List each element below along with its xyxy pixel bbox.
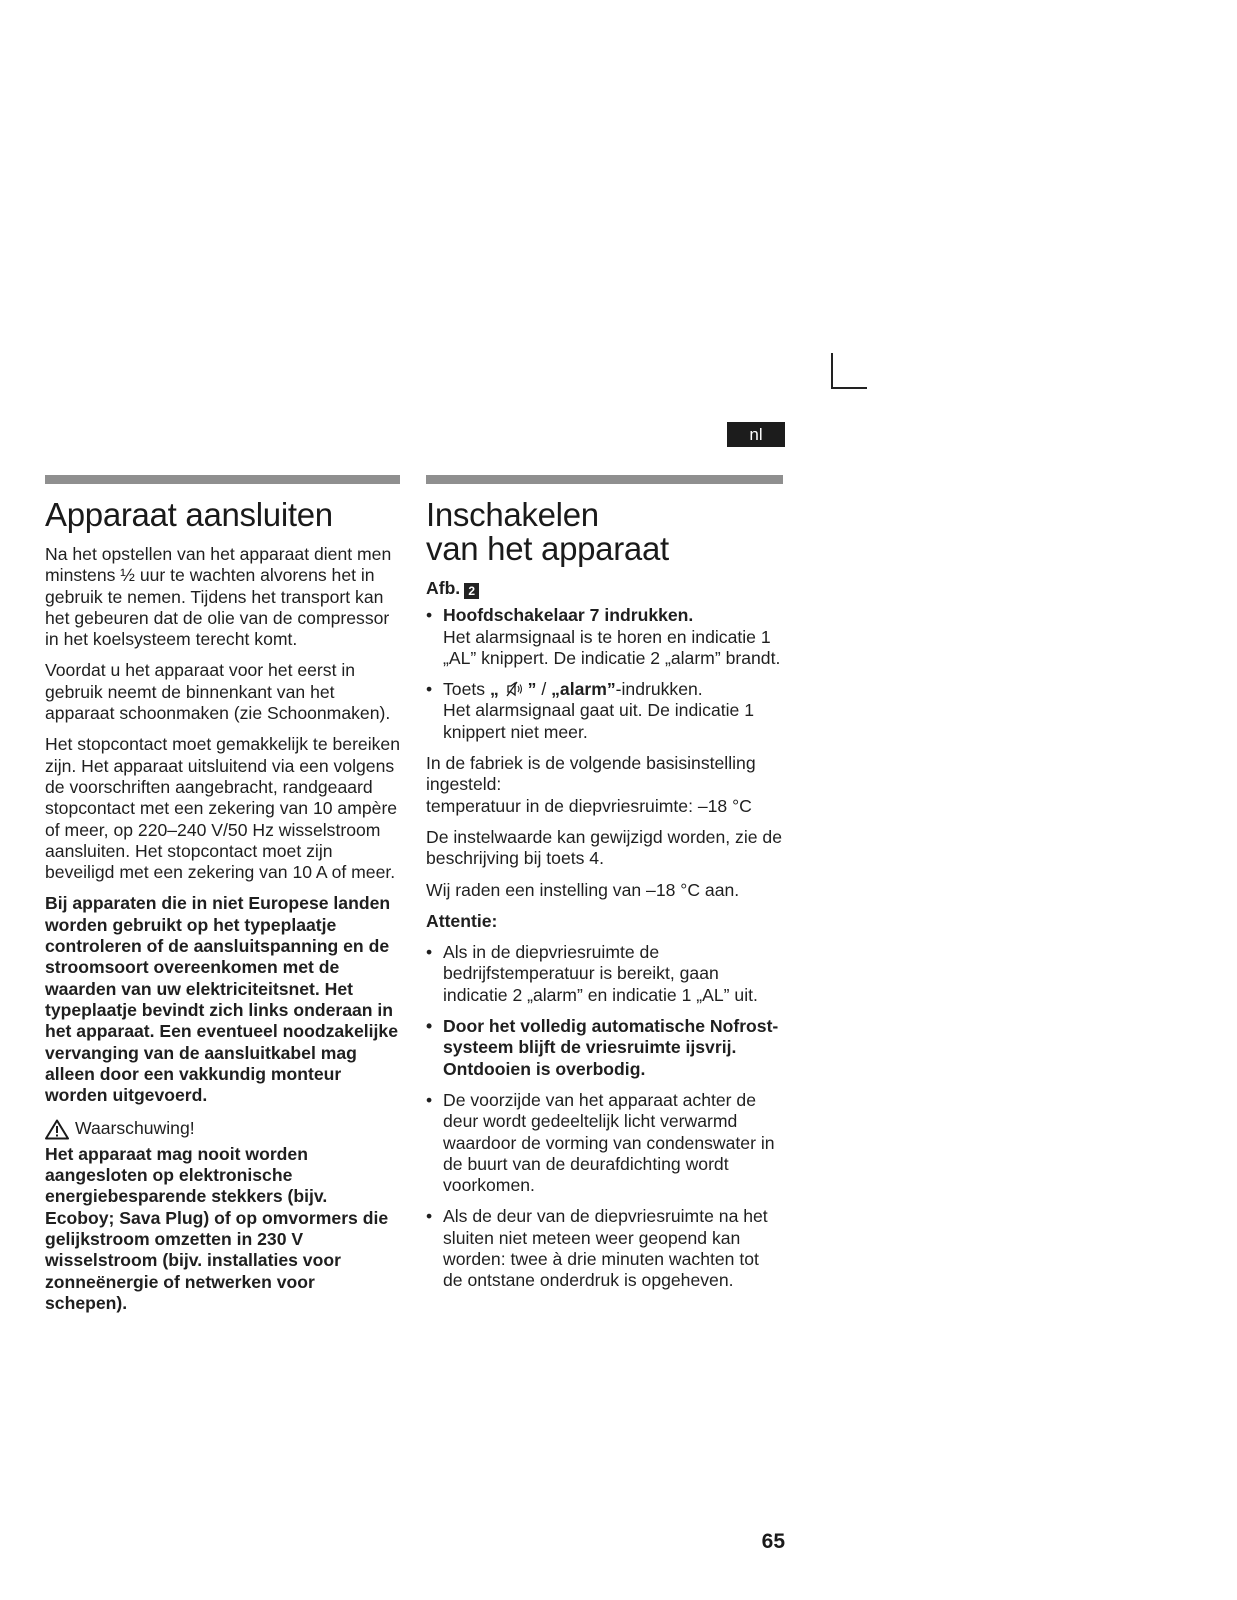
factory-temperature-text: temperatuur in de diepvriesruimte: –18 °C <box>426 795 752 816</box>
warning-triangle-icon <box>45 1119 69 1140</box>
list-item <box>426 679 783 743</box>
bullet: • <box>426 679 433 700</box>
bullet: • <box>426 1089 433 1110</box>
step-text: Het alarmsignaal gaat uit. De indicatie 1 knippert niet meer. <box>443 700 754 742</box>
warning-heading <box>45 1118 400 1139</box>
list-item <box>426 942 783 1006</box>
warning-text: Het apparaat mag nooit worden aangesloten op elektronische energiebesparende stekkers (bijv. Ecoboy; Sava Plug) of op omvormers die gelijkstroom omzetten in 230 V wisselstroom (bijv. installaties voor zonneënergie of netwerken voor schepen). <box>45 1143 389 1313</box>
toets-slash: / <box>536 679 552 700</box>
item-text: Als de deur van de diepvriesruimte na het sluiten niet meteen weer geopend kan worden: twee à drie minuten wachten tot de ontstane onderdruk is opgeheven. <box>443 1206 768 1291</box>
list-item <box>426 1016 783 1080</box>
attention-heading: Attentie: <box>426 910 498 931</box>
right-column <box>426 475 783 1302</box>
section-title-switch-on <box>426 498 783 566</box>
language-badge: nl <box>727 422 785 447</box>
crop-mark <box>831 353 867 389</box>
bullet: • <box>426 1206 433 1227</box>
toets-prefix: Toets <box>443 679 490 700</box>
list-item <box>426 605 783 669</box>
bold-paragraph: Bij apparaten die in niet Europese landen worden gebruikt op het typeplaatje controleren of de aansluitspanning en de stroomsoort overeenkomen met de waarden van uw elektriciteitsnet. Het typeplaatje bevindt zich links onderaan in het apparaat. Een eventueel noodzakelijke vervanging van de aansluitkabel mag alleen door een vakkundig monteur worden uitgevoerd. <box>45 893 398 1106</box>
paragraph: De instelwaarde kan gewijzigd worden, zie de beschrijving bij toets 4. <box>426 826 782 869</box>
bullet: • <box>426 605 433 626</box>
item-text: De voorzijde van het apparaat achter de deur wordt gedeeltelijk licht verwarmd waardoor de vorming van condenswater in de buurt van de deurafdichting wordt voorkomen. <box>443 1089 775 1196</box>
paragraph: Na het opstellen van het apparaat dient men minstens ½ uur te wachten alvorens het in gebruik te nemen. Tijdens het transport kan het gebeuren dat de olie van de compressor in het koelsysteem terecht komt. <box>45 544 392 650</box>
paragraph: Voordat u het apparaat voor het eerst in gebruik neemt de binnenkant van het apparaat schoonmaken (zie Schoonmaken). <box>45 660 391 724</box>
section-title-connect: Apparaat aansluiten <box>45 496 333 533</box>
bullet: • <box>426 1016 433 1037</box>
figure-number-box: 2 <box>464 583 479 599</box>
section-rule <box>426 475 783 484</box>
step-text: Het alarmsignaal is te horen en indicatie 1 „AL” knippert. De indicatie 2 „alarm” brandt. <box>443 626 781 668</box>
bullet: • <box>426 942 433 963</box>
page-number: 65 <box>761 1530 785 1553</box>
title-line: Inschakelen <box>426 496 599 533</box>
alarm-key-label: „alarm” <box>551 679 616 700</box>
section-rule <box>45 475 400 484</box>
list-item <box>426 1206 783 1291</box>
quote-open: „ <box>489 679 499 700</box>
figure-label: Afb. <box>426 578 461 598</box>
alarm-off-speaker-icon <box>506 681 526 697</box>
paragraph: Wij raden een instelling van –18 °C aan. <box>426 879 740 900</box>
paragraph <box>426 753 783 817</box>
item-text: Als in de diepvriesruimte de bedrijfstemperatuur is bereikt, gaan indicatie 2 „alarm” en indicatie 1 „AL” uit. <box>443 942 758 1005</box>
steps-list <box>426 605 783 743</box>
figure-reference <box>426 578 783 599</box>
factory-setting-text: In de fabriek is de volgende basisinstelling ingesteld: <box>426 753 756 795</box>
title-line: van het apparaat <box>426 530 669 567</box>
step-heading: Hoofdschakelaar 7 indrukken. <box>443 605 694 626</box>
attention-list <box>426 942 783 1291</box>
item-text: Door het volledig automatische Nofrost-systeem blijft de vriesruimte ijsvrij. Ontdooien is overbodig. <box>443 1016 779 1079</box>
toets-suffix: -indrukken. <box>615 679 703 700</box>
paragraph: Het stopcontact moet gemakkelijk te bereiken zijn. Het apparaat uitsluitend via een volgens de voorschriften aangebracht, randgeaard stopcontact met een zekering van 10 ampère of meer, op 220–240 V/50 Hz wisselstroom aansluiten. Het stopcontact moet zijn beveiligd met een zekering van 10 A of meer. <box>45 734 400 883</box>
list-item <box>426 1090 783 1196</box>
warning-label: Waarschuwing! <box>75 1118 195 1139</box>
left-column <box>45 475 400 1324</box>
quote-close: ” <box>527 679 537 700</box>
